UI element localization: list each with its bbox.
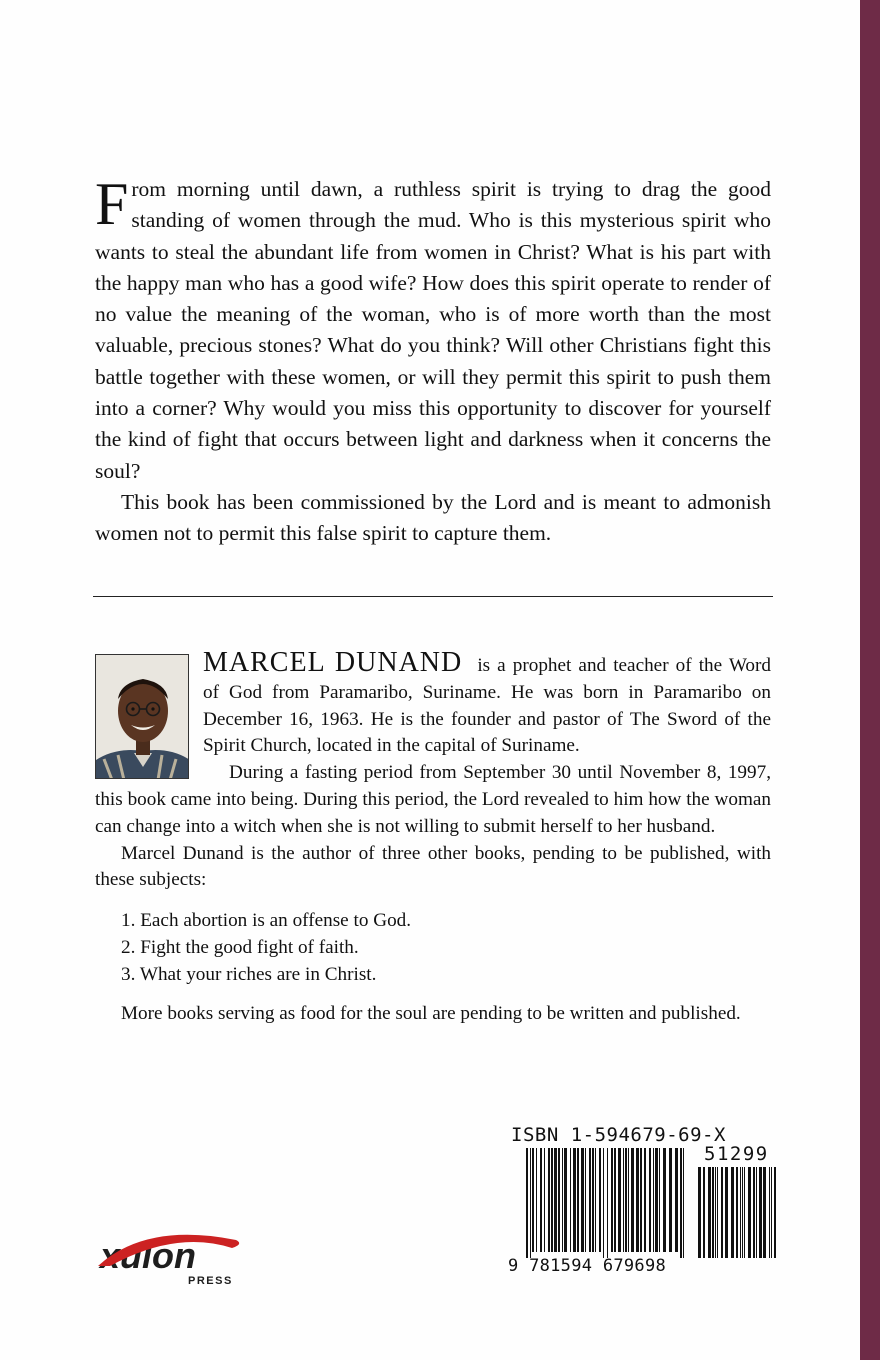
barcode-bar <box>698 1167 701 1258</box>
barcode-bar <box>763 1167 766 1258</box>
barcode-bar <box>663 1148 666 1252</box>
barcode-bar <box>607 1148 608 1258</box>
barcode-bar <box>683 1148 684 1258</box>
blurb-paragraph-1 <box>95 171 771 487</box>
barcode-bar <box>548 1148 550 1252</box>
barcode-bar <box>771 1167 772 1258</box>
barcode-bar <box>631 1148 634 1252</box>
barcode-bar <box>636 1148 639 1252</box>
barcode-bar <box>526 1148 528 1258</box>
barcode-bar <box>655 1148 658 1252</box>
price-code: 51299 <box>704 1143 769 1165</box>
barcode-bar <box>659 1148 660 1252</box>
bio-paragraph-3: Marcel Dunand is the author of three other books, pending to be published, with these subjects: <box>95 842 771 891</box>
barcode-bar <box>530 1148 531 1258</box>
book-list-item-3: 3. What your riches are in Christ. <box>121 963 377 985</box>
price-barcode-bars <box>698 1167 776 1258</box>
barcode-bar <box>589 1148 591 1252</box>
barcode-bar <box>581 1148 584 1252</box>
barcode-bar <box>611 1148 613 1252</box>
barcode-bar <box>774 1167 776 1258</box>
barcode-bar <box>736 1167 738 1258</box>
barcode-bar <box>644 1148 646 1252</box>
barcode-bar <box>742 1167 743 1258</box>
author-bio <box>95 647 771 1027</box>
barcode-bar <box>558 1148 560 1252</box>
book-list-item-2: 2. Fight the good fight of faith. <box>121 936 359 958</box>
barcode-bar <box>669 1148 672 1252</box>
barcode-bar <box>653 1148 654 1252</box>
barcode-bar <box>628 1148 629 1252</box>
barcode-bar <box>640 1148 642 1252</box>
barcode-bar <box>725 1167 728 1258</box>
section-divider <box>93 596 773 597</box>
spine-edge-strip <box>860 0 880 1360</box>
barcode-bar <box>712 1167 714 1258</box>
barcode-bar <box>570 1148 571 1252</box>
barcode-bar <box>562 1148 563 1252</box>
back-cover-blurb <box>95 171 771 550</box>
barcode-bar <box>715 1167 716 1258</box>
bio-paragraph-2: During a fasting period from September 30 until November 8, 1997, this book came into being. During this period, the Lord revealed to him how the woman can change into a witch when she is not willing to submit herself to her husband. <box>95 762 771 837</box>
book-list-item-1: 1. Each abortion is an offense to God. <box>121 910 412 932</box>
author-name: MARCEL DUNAND <box>203 647 463 678</box>
blurb-paragraph-1-text: rom morning until dawn, a ruthless spirit is trying to drag the good standing of women through the mud. Who is this mysterious spirit who wants to steal the abundant life from women in Christ? What is his part with the happy man who has a good wife? How does this spirit operate to render of no value the meaning of the woman, who is of more worth than the most valuable, precious stones? What do you think? Will other Christians fight this battle together with these women, or will they permit this spirit to push them into a corner? Why would you miss this opportunity to discover for yourself the kind of fight that occurs between light and darkness when it concerns the soul? <box>95 177 771 483</box>
drop-cap: F <box>95 171 129 237</box>
barcode-bar <box>536 1148 537 1252</box>
barcode-bar <box>756 1167 757 1258</box>
barcode-bar <box>599 1148 601 1252</box>
barcode-bar <box>554 1148 557 1252</box>
barcode-bar <box>614 1148 616 1252</box>
barcode-bar <box>618 1148 621 1252</box>
ean-barcode-bars <box>526 1148 684 1258</box>
barcode-bar <box>744 1167 745 1258</box>
publisher-logo-sub: PRESS <box>188 1275 233 1287</box>
barcode-bar <box>753 1167 755 1258</box>
blurb-paragraph-2: This book has been commissioned by the Lord and is meant to admonish women not to permit this false spirit to capture them. <box>95 489 771 546</box>
author-portrait-illustration <box>96 655 189 779</box>
barcode-bar <box>592 1148 594 1252</box>
barcode-bar <box>649 1148 651 1252</box>
barcode-bar <box>721 1167 723 1258</box>
barcode-bar <box>573 1148 576 1252</box>
barcode-bar <box>740 1167 741 1258</box>
barcode-bar <box>675 1148 678 1252</box>
barcode-bar <box>623 1148 624 1252</box>
publisher-logo <box>96 1226 244 1288</box>
barcode-bar <box>564 1148 567 1252</box>
barcode-bar <box>551 1148 553 1252</box>
publisher-logo-wordmark: xulon <box>100 1235 196 1276</box>
bio-intro <box>95 647 771 760</box>
barcode-bar <box>625 1148 627 1252</box>
barcode-bar <box>717 1167 718 1258</box>
bio-closing: More books serving as food for the soul are pending to be written and published. <box>121 1002 741 1024</box>
barcode-bar <box>532 1148 534 1252</box>
barcode-bar <box>603 1148 604 1258</box>
ean-digits: 9 781594 679698 <box>508 1256 667 1276</box>
barcode-bar <box>703 1167 705 1258</box>
isbn-label: ISBN 1-594679-69-X <box>511 1124 726 1146</box>
bio-intro-text: is a prophet and teacher of the Word of God from Paramaribo, Suriname. He was born in Paramaribo on December 16, 1963. He is the founder and pastor of The Sword of the Spirit Church, located in the capital of Suriname. <box>203 655 771 757</box>
barcode-bar <box>748 1167 751 1258</box>
barcode-bar <box>595 1148 596 1252</box>
barcode-bar <box>731 1167 734 1258</box>
author-photo <box>95 654 189 779</box>
isbn-barcode-block <box>508 1124 783 1280</box>
barcode-bar <box>577 1148 579 1252</box>
barcode-bar <box>759 1167 762 1258</box>
barcode-bar <box>540 1148 542 1252</box>
barcode-bar <box>708 1167 711 1258</box>
barcode-bar <box>585 1148 586 1252</box>
barcode-bar <box>680 1148 682 1258</box>
xulon-logo-mark <box>96 1226 244 1288</box>
barcode-bar <box>769 1167 770 1258</box>
book-list <box>95 908 771 988</box>
barcode-bar <box>544 1148 545 1252</box>
